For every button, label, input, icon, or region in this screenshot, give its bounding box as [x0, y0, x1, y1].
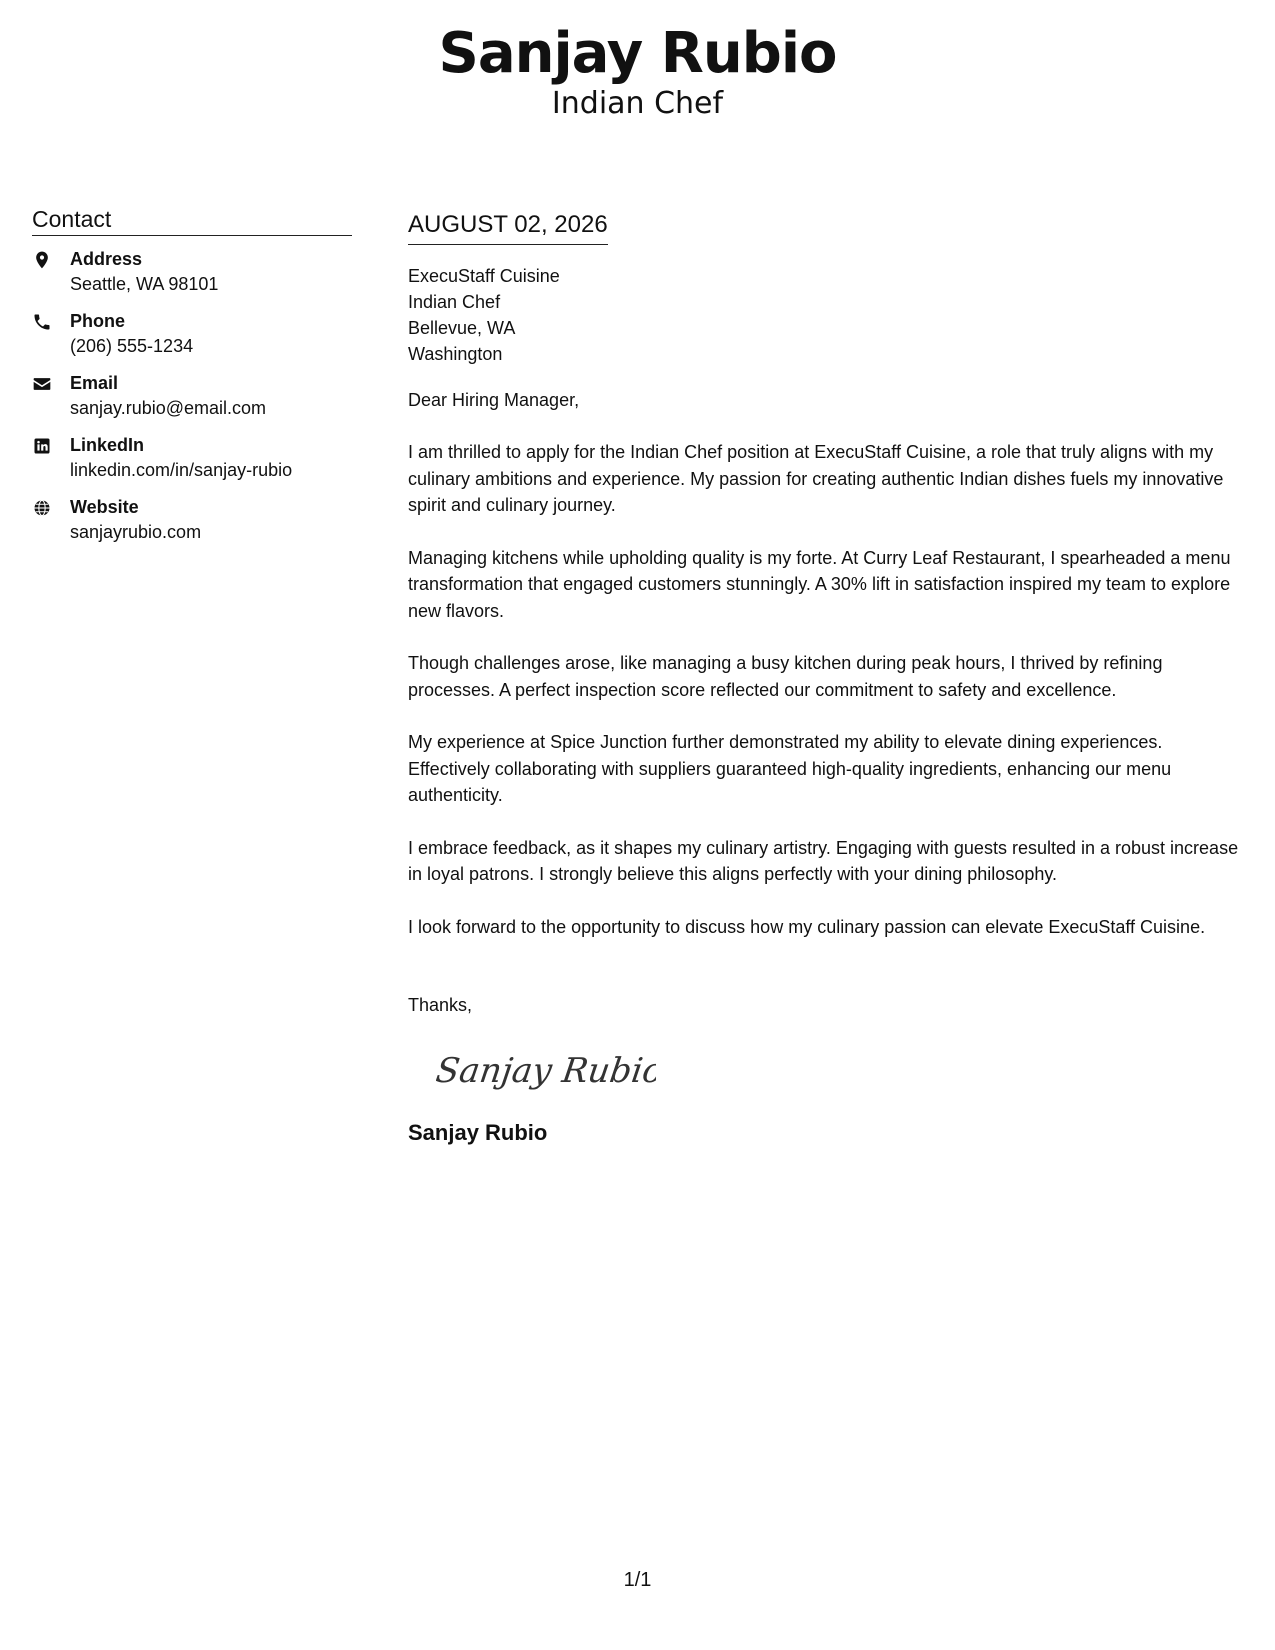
signer-name: Sanjay Rubio	[408, 1120, 548, 1145]
closing: Thanks,	[408, 995, 473, 1015]
letter-body	[408, 208, 1248, 1147]
applicant-title: Indian Chef	[551, 86, 724, 121]
contact-email	[32, 370, 352, 420]
phone-icon	[32, 308, 70, 333]
recipient-company: ExecuStaff Cuisine	[408, 266, 560, 286]
signature-text: Sanjay Rubio	[436, 1051, 656, 1091]
contact-label: Address	[70, 249, 143, 269]
body-paragraph: I look forward to the opportunity to discuss how my culinary passion can elevate ExecuStaff Cuisine.	[408, 916, 1206, 937]
salutation: Dear Hiring Manager,	[408, 390, 580, 410]
map-pin-icon	[32, 246, 70, 271]
contact-linkedin	[32, 432, 352, 482]
contact-address	[32, 246, 352, 296]
contact-value[interactable]: sanjay.rubio@email.com	[70, 398, 267, 418]
contact-label: LinkedIn	[70, 435, 145, 455]
contact-label: Website	[70, 497, 139, 517]
recipient-block	[408, 263, 1248, 367]
contact-label: Phone	[70, 311, 126, 331]
body-paragraph: My experience at Spice Junction further demonstrated my ability to elevate dining experiences. Effectively collaborating with suppliers guaranteed high-quality ingredients, enhancing our menu authenticity.	[408, 732, 1172, 805]
recipient-state: Washington	[408, 344, 503, 364]
contact-value: Seattle, WA 98101	[70, 274, 219, 294]
contact-value: (206) 555-1234	[70, 336, 194, 356]
body-paragraph: Managing kitchens while upholding quality is my forte. At Curry Leaf Restaurant, I spearheaded a menu transformation that engaged customers stunningly. A 30% lift in satisfaction inspired my team to explore new flavors.	[408, 547, 1231, 621]
contact-value[interactable]: linkedin.com/in/sanjay-rubio	[70, 460, 293, 480]
letter-date: AUGUST 02, 2026	[408, 208, 608, 245]
contact-phone	[32, 308, 352, 358]
recipient-city: Bellevue, WA	[408, 318, 516, 338]
contact-value[interactable]: sanjayrubio.com	[70, 522, 202, 542]
applicant-name: Sanjay Rubio	[438, 21, 837, 86]
recipient-position: Indian Chef	[408, 292, 501, 312]
body-paragraph: Though challenges arose, like managing a busy kitchen during peak hours, I thrived by refining processes. A perfect inspection score reflected our commitment to safety and excellence.	[408, 653, 1163, 700]
body-paragraph: I am thrilled to apply for the Indian Chef position at ExecuStaff Cuisine, a role that truly aligns with my culinary ambitions and experience. My passion for creating authentic Indian dishes fuels my innovative spirit and culinary journey.	[408, 442, 1224, 515]
contact-sidebar	[32, 205, 352, 556]
signature-image	[436, 1044, 656, 1100]
contact-heading: Contact	[32, 205, 352, 236]
contact-website	[32, 494, 352, 544]
envelope-icon	[32, 370, 70, 395]
contact-label: Email	[70, 373, 119, 393]
contact-list	[32, 246, 352, 544]
letter-header	[0, 22, 1275, 122]
body-paragraph: I embrace feedback, as it shapes my culinary artistry. Engaging with guests resulted in a robust increase in loyal patrons. I strongly believe this aligns perfectly with your dining philosophy.	[408, 837, 1239, 884]
page-number: 1/1	[623, 1569, 652, 1591]
linkedin-icon	[32, 432, 70, 457]
globe-icon	[32, 494, 70, 519]
